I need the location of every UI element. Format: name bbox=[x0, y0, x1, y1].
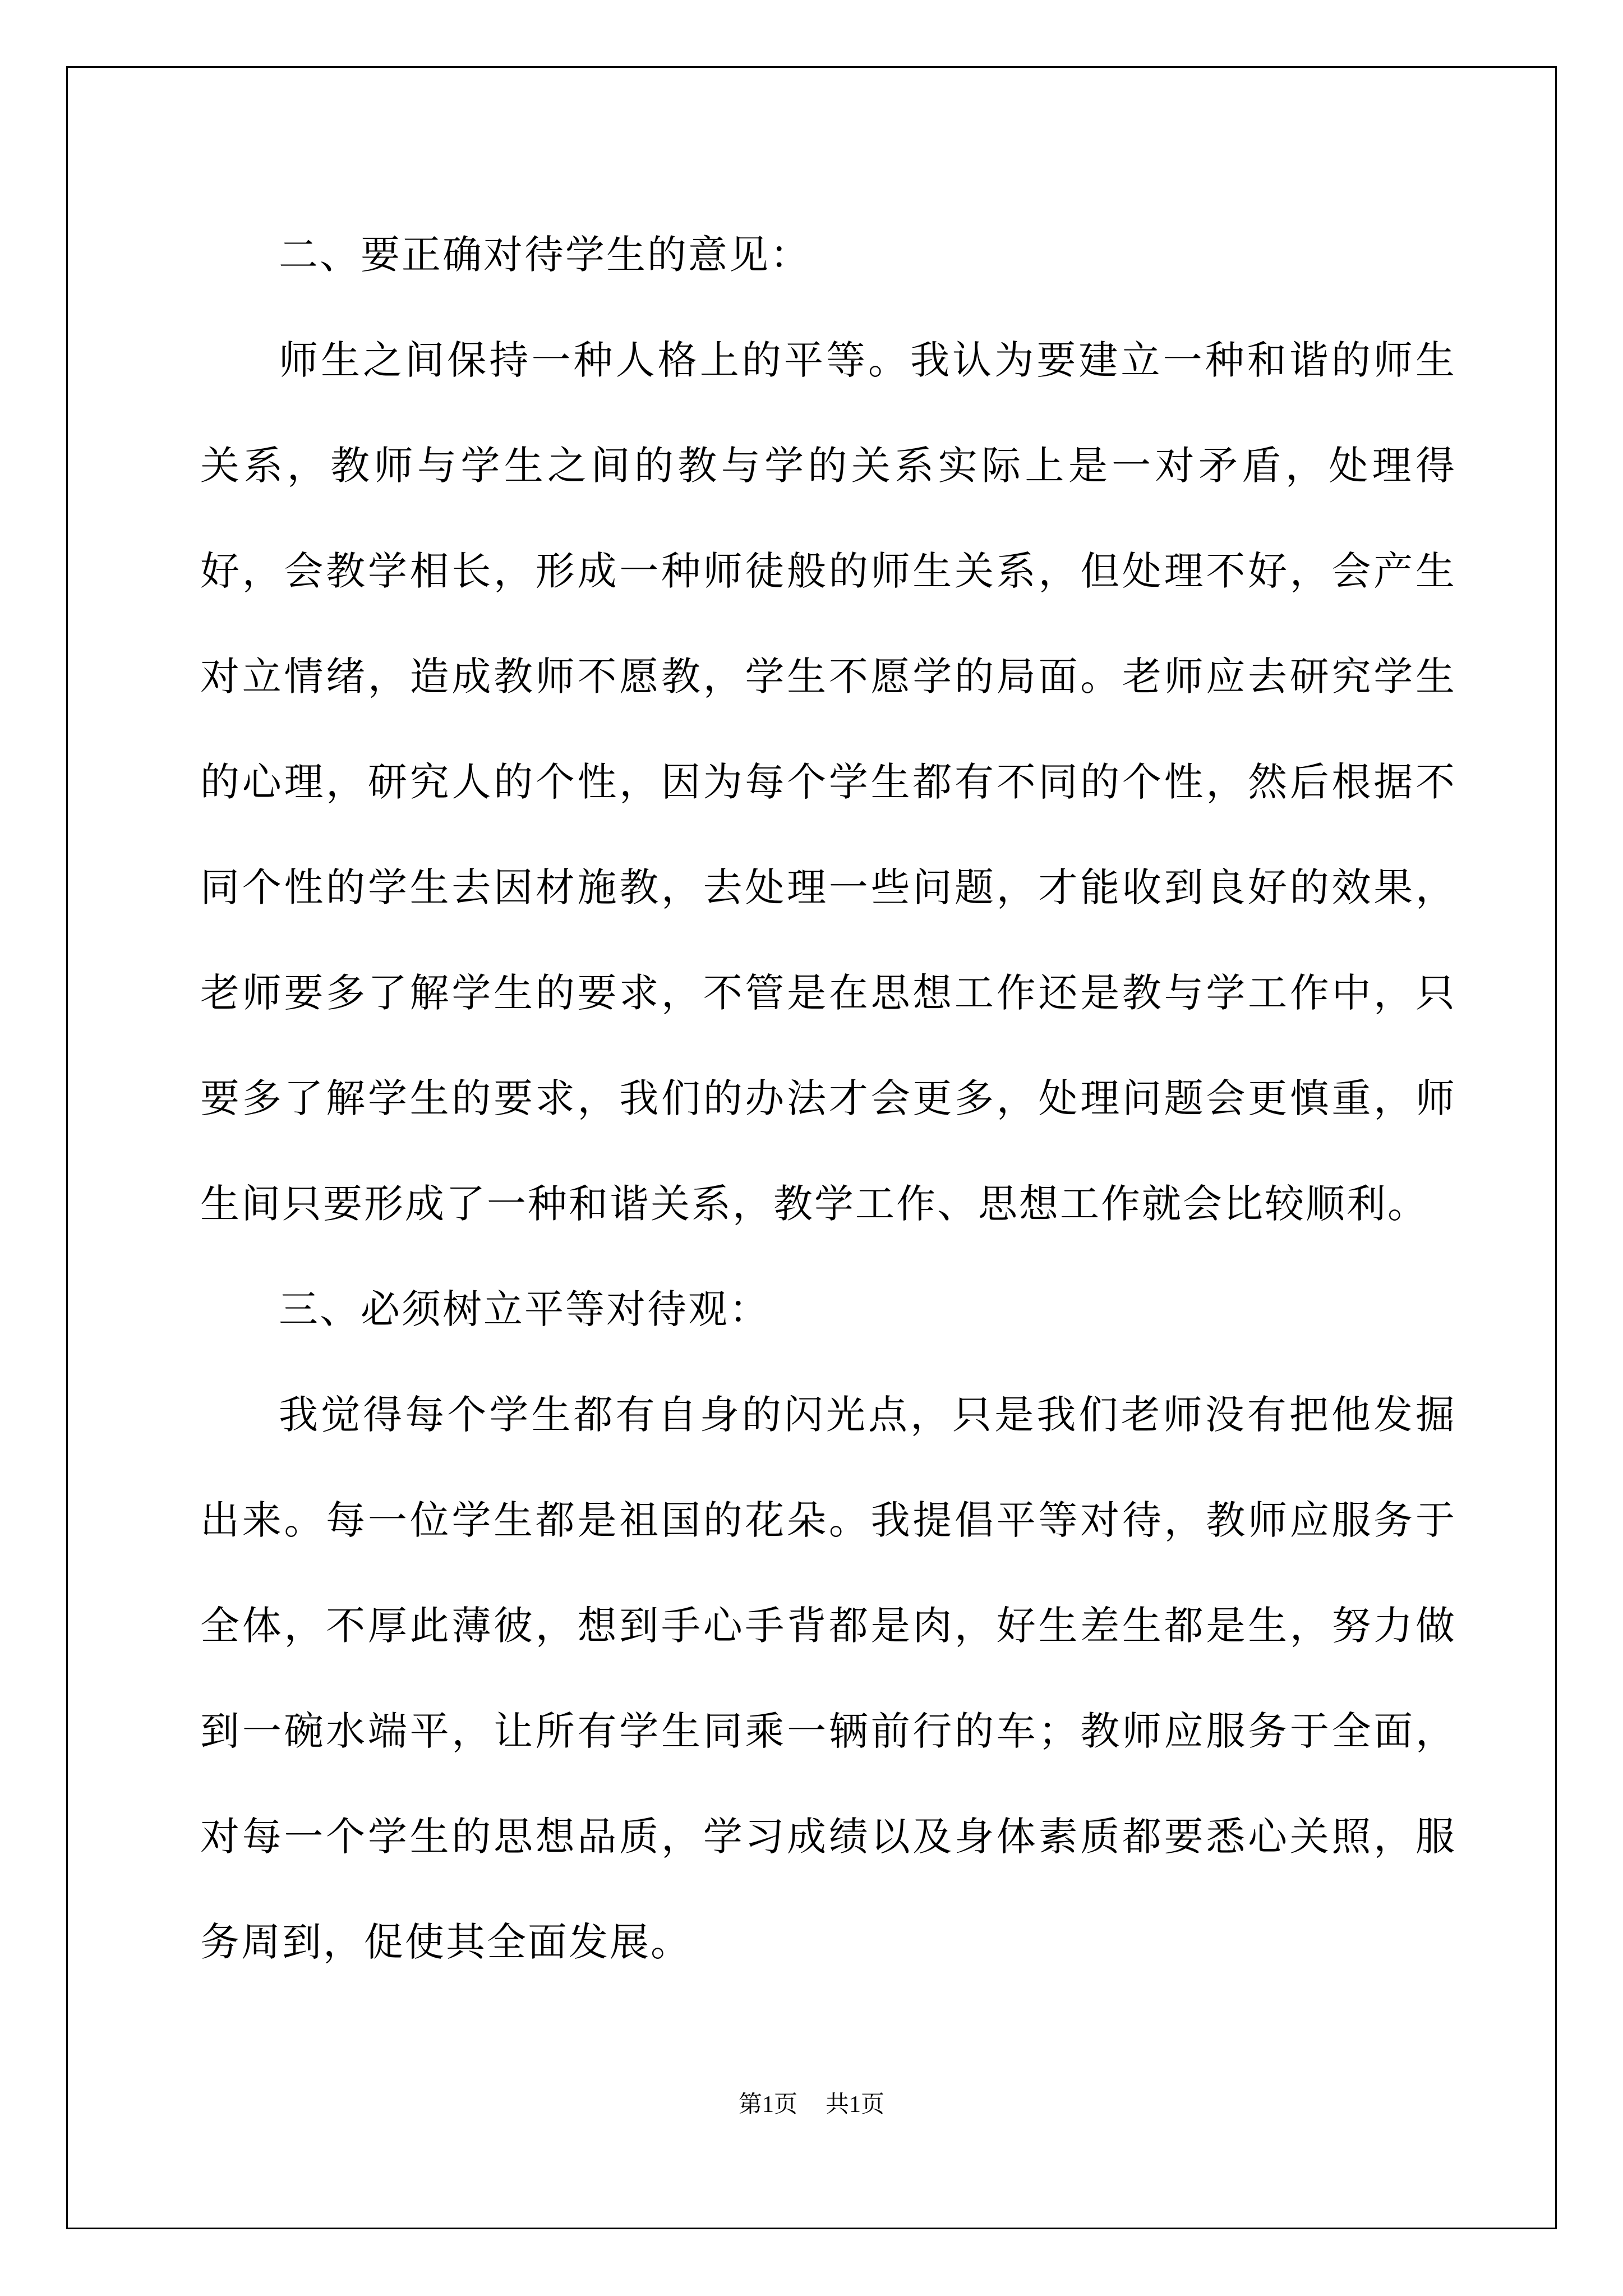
page-footer bbox=[0, 2086, 1623, 2119]
page-number-total: 共1页 bbox=[826, 2092, 885, 2118]
document-body bbox=[200, 202, 1456, 1995]
section-heading-3: 三、必须树立平等对待观： bbox=[279, 1286, 770, 1332]
body-paragraph-2: 我觉得每个学生都有自身的闪光点，只是我们老师没有把他发掘出来。每一位学生都是祖国的花朵。我提倡平等对待，教师应服务于全体，不厚此薄彼，想到手心手背都是肉，好生差生都是生，努力做到一碗水端平，让所有学生同乘一辆前行的车；教师应服务于全面，对每一个学生的思想品质，学习成绩以及身体素质都要悉心关照，服务周到，促使其全面发展。 bbox=[200, 1392, 1456, 1965]
body-paragraph-1: 师生之间保持一种人格上的平等。我认为要建立一种和谐的师生关系，教师与学生之间的教与学的关系实际上是一对矛盾，处理得好，会教学相长，形成一种师徒般的师生关系，但处理不好，会产生对立情绪，造成教师不愿教，学生不愿学的局面。老师应去研究学生的心理，研究人的个性，因为每个学生都有不同的个性，然后根据不同个性的学生去因材施教，去处理一些问题，才能收到良好的效果，老师要多了解学生的要求，不管是在思想工作还是教与学工作中，只要多了解学生的要求，我们的办法才会更多，处理问题会更慎重，师生间只要形成了一种和谐关系，教学工作、思想工作就会比较顺利。 bbox=[200, 337, 1456, 1227]
section-heading-2: 二、要正确对待学生的意见： bbox=[279, 232, 811, 278]
page-number-current: 第1页 bbox=[738, 2092, 797, 2118]
